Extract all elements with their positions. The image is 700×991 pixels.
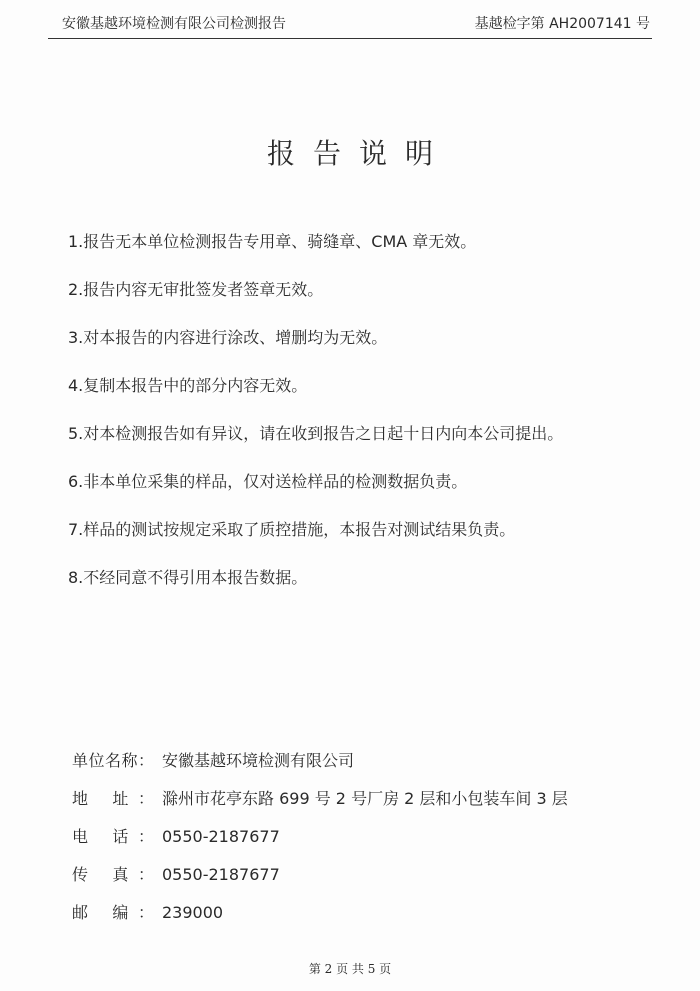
contact-label-phone: 电 话： [72, 827, 154, 846]
note-item-4: 4.复制本报告中的部分内容无效。 [68, 376, 308, 395]
header-report-number: 基越检字第 AH2007141 号 [474, 16, 650, 32]
contact-value-phone: 0550-2187677 [162, 827, 280, 846]
contact-value-postcode: 239000 [162, 903, 224, 922]
contact-label-fax: 传 真： [72, 865, 154, 884]
report-notes-list [68, 232, 563, 616]
note-item-7: 7.样品的测试按规定采取了质控措施，本报告对测试结果负责。 [68, 520, 516, 539]
contact-row-unit [72, 750, 568, 772]
contact-row-fax [72, 864, 568, 886]
note-item-6: 6.非本单位采集的样品，仅对送检样品的检测数据负责。 [68, 472, 468, 491]
contact-label-postcode: 邮 编： [72, 903, 154, 922]
contact-value-address: 滁州市花亭东路 699 号 2 号厂房 2 层和小包装车间 3 层 [162, 789, 568, 808]
contact-value-unit: 安徽基越环境检测有限公司 [162, 751, 355, 770]
note-item-3: 3.对本报告的内容进行涂改、增删均为无效。 [68, 328, 388, 347]
page-number-footer: 第 2 页 共 5 页 [308, 962, 392, 976]
contact-label-unit: 单位名称： [72, 751, 154, 770]
page-title: 报告说明 [266, 137, 451, 170]
contact-row-phone [72, 826, 568, 848]
note-item-5: 5.对本检测报告如有异议，请在收到报告之日起十日内向本公司提出。 [68, 424, 564, 443]
note-item-2: 2.报告内容无审批签发者签章无效。 [68, 280, 324, 299]
contact-label-address: 地 址： [72, 789, 154, 808]
note-item-8: 8.不经同意不得引用本报告数据。 [68, 568, 308, 587]
contact-value-fax: 0550-2187677 [162, 865, 280, 884]
contact-info-block [72, 750, 568, 940]
note-item-1: 1.报告无本单位检测报告专用章、骑缝章、CMA 章无效。 [68, 232, 477, 251]
contact-row-address [72, 788, 568, 810]
header-company-report-title: 安徽基越环境检测有限公司检测报告 [62, 16, 286, 32]
contact-row-postcode [72, 902, 568, 924]
page-header [48, 12, 652, 39]
